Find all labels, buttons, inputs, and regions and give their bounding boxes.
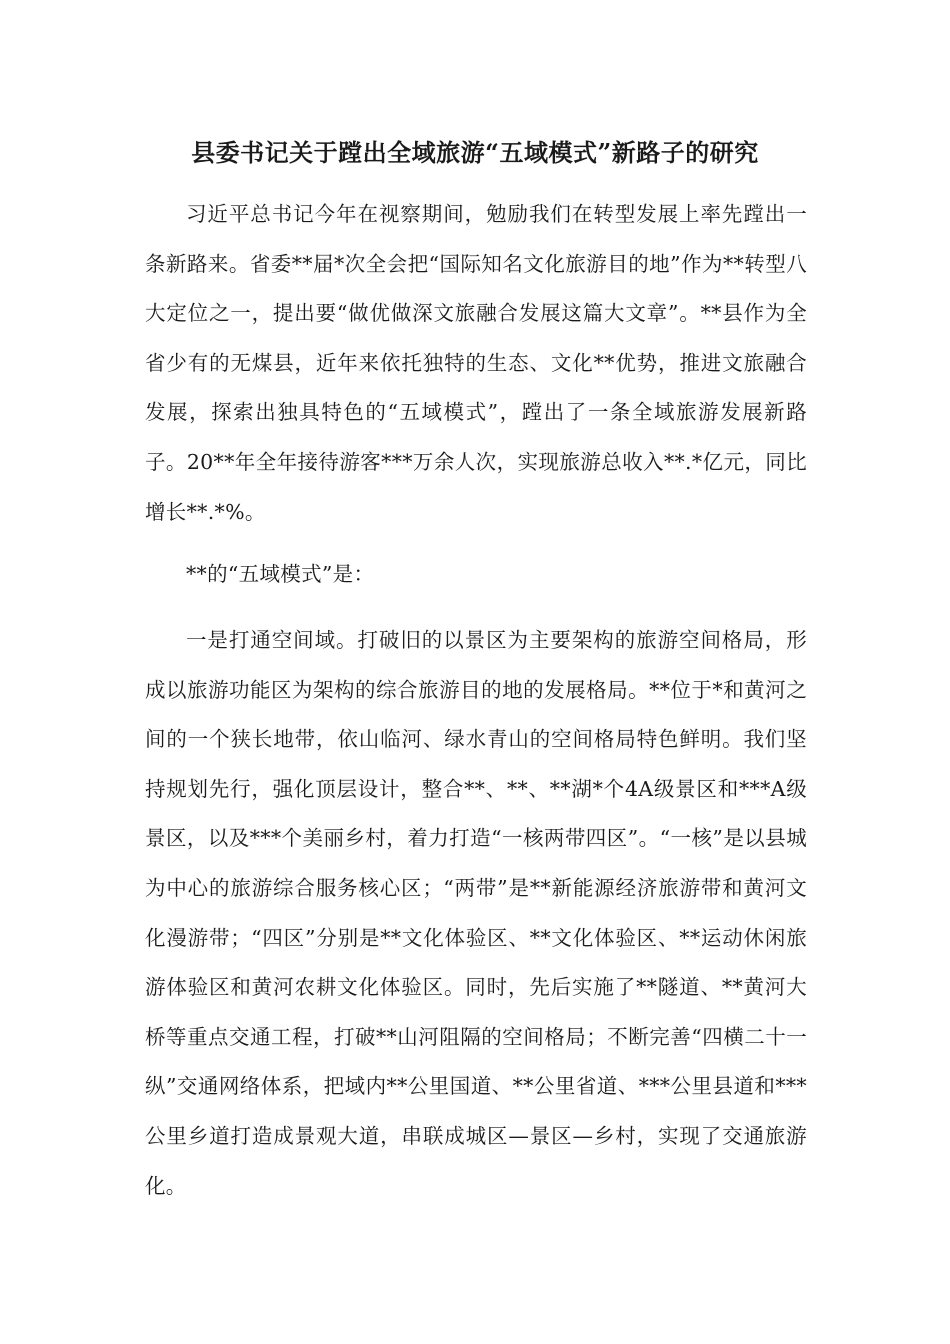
document-title: 县委书记关于蹚出全域旅游“五域模式”新路子的研究 [191, 138, 759, 167]
paragraph-intro: 习近平总书记今年在视察期间，勉励我们在转型发展上率先蹚出一条新路来。省委**届*次全会把“国际知名文化旅游目的地”作为**转型八大定位之一，提出要“做优做深文旅融合发展这篇大文章”。**县作为全省少有的无煤县，近年来依托独特的生态、文化**优势，推进文旅融合发展，探索出独具特色的“五域模式”，蹚出了一条全域旅游发展新路子。20**年全年接待游客***万余人次，实现旅游总收入**.*亿元，同比增长**.*%。 [145, 202, 807, 524]
paragraph-five-domains-heading: **的“五域模式”是： [186, 562, 375, 586]
paragraph-space-domain: 一是打通空间域。打破旧的以景区为主要架构的旅游空间格局，形成以旅游功能区为架构的综合旅游目的地的发展格局。**位于*和黄河之间的一个狭长地带，依山临河、绿水青山的空间格局特色鲜明。我们坚持规划先行，强化顶层设计，整合**、**、**湖*个4A级景区和***A级景区，以及***个美丽乡村，着力打造“一核两带四区”。“一核”是以县城为中心的旅游综合服务核心区；“两带”是**新能源经济旅游带和黄河文化漫游带；“四区”分别是**文化体验区、**文化体验区、**运动休闲旅游体验区和黄河农耕文化体验区。同时，先后实施了**隧道、**黄河大桥等重点交通工程，打破**山河阻隔的空间格局；不断完善“四横二十一纵”交通网络体系，把域内**公里国道、**公里省道、***公里县道和***公里乡道打造成景观大道，串联成城区—景区—乡村，实现了交通旅游化。 [145, 628, 807, 1198]
